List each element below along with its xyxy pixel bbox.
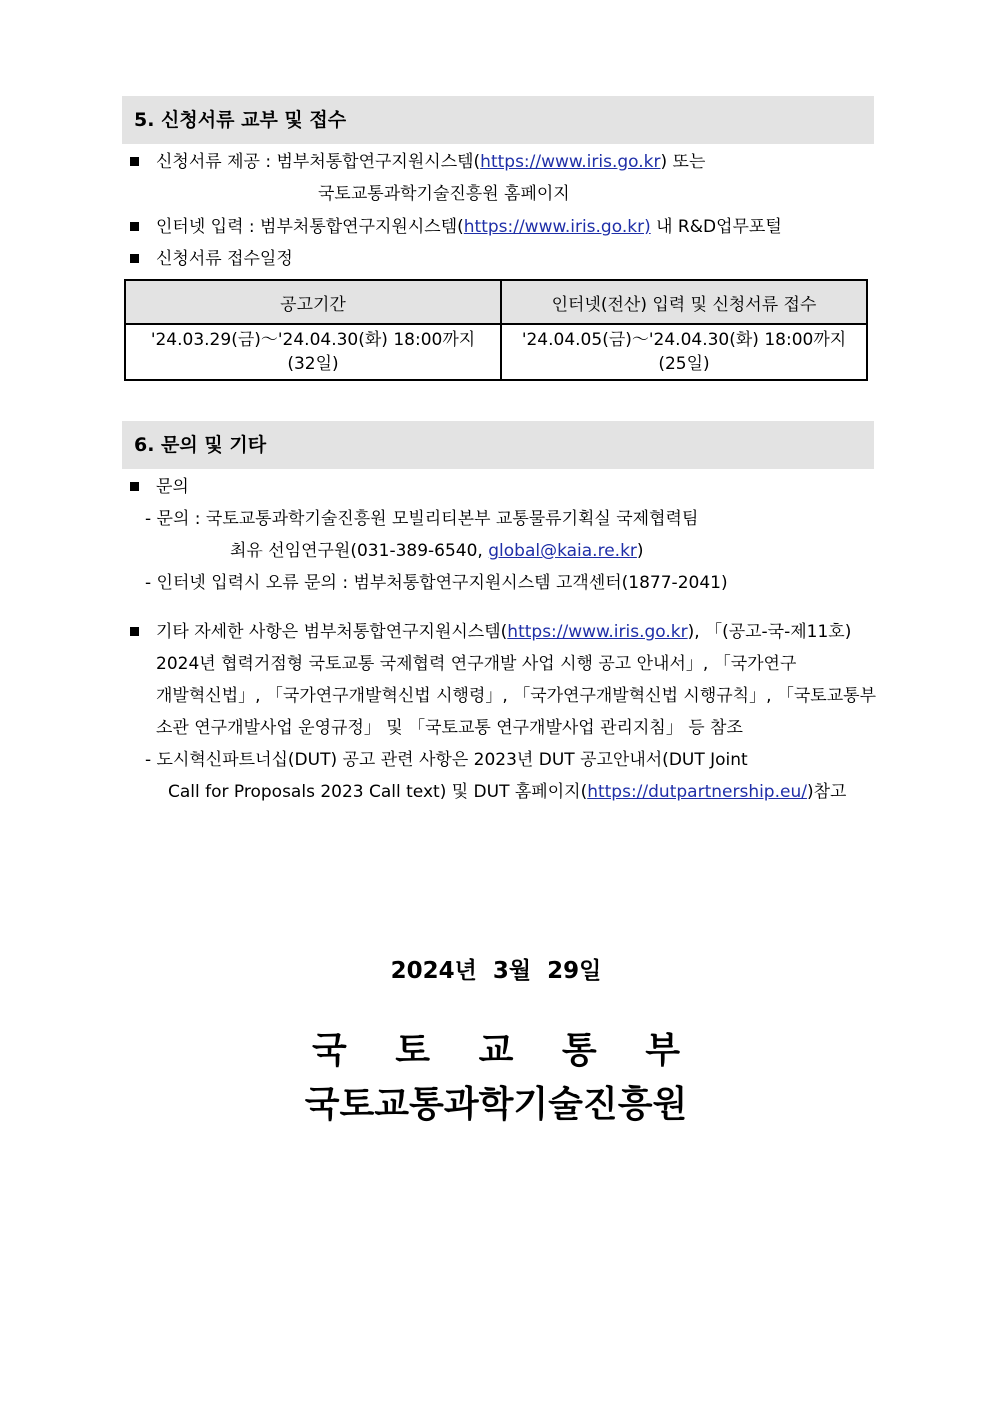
inquiry-contact-line: - 문의 : 국토교통과학기술진흥원 모빌리티본부 교통물류기획실 국제협력팀 [145, 509, 699, 529]
section-5-heading: 5. 신청서류 교부 및 접수 [122, 96, 874, 144]
table-cell-period [125, 324, 501, 380]
table-header-row [125, 280, 867, 324]
doc-provision-text: 신청서류 제공 : 범부처통합연구지원시스템( [156, 152, 481, 172]
announcement-date: 2024년 3월 29일 [390, 958, 602, 984]
bullet-icon [130, 482, 139, 491]
period-dates: '24.03.29(금)～'24.04.30(화) 18:00까지 [150, 330, 476, 350]
other-info-text: 기타 자세한 사항은 범부처통합연구지원시스템( [156, 622, 508, 642]
doc-provision-continuation: 국토교통과학기술진흥원 홈페이지 [318, 184, 570, 204]
internet-input-text: 인터넷 입력 : 범부처통합연구지원시스템( [156, 217, 464, 237]
ministry-char: 국 [312, 1030, 347, 1071]
dut-info-line-2 [168, 780, 846, 804]
inquiry-label: 문의 [156, 477, 189, 497]
submission-days: (25일) [658, 354, 710, 374]
iris-link[interactable]: https://www.iris.go.kr) [463, 217, 651, 237]
other-info-line-1 [156, 620, 851, 644]
table-header-submission: 인터넷(전산) 입력 및 신청서류 접수 [501, 280, 867, 324]
ministry-char: 교 [478, 1030, 514, 1071]
other-info-line-2: 2024년 협력거점형 국토교통 국제협력 연구개발 사업 시행 공고 안내서」, 「국가연구 [156, 654, 797, 674]
other-info-line-4: 소관 연구개발사업 운영규정」 및 「국토교통 연구개발사업 관리지침」 등 참조 [156, 718, 743, 738]
iris-link[interactable]: https://www.iris.go.kr [507, 622, 688, 642]
email-link[interactable]: global@kaia.re.kr [488, 541, 637, 561]
dut-info-suffix: )참고 [806, 782, 847, 802]
bullet-icon [130, 222, 139, 231]
bullet-icon [130, 254, 139, 263]
other-info-line-3: 개발혁신법」, 「국가연구개발혁신법 시행령」, 「국가연구개발혁신법 시행규칙」, 「국토교통부 [156, 686, 876, 706]
bullet-icon [130, 627, 139, 636]
ministry-char: 토 [395, 1030, 431, 1071]
ministry-char: 통 [561, 1030, 597, 1071]
bullet-icon [130, 157, 139, 166]
internet-input-suffix: 내 R&D업무포털 [650, 217, 782, 237]
period-days: (32일) [287, 354, 339, 374]
ministry-name [312, 1022, 680, 1073]
section-6-heading: 6. 문의 및 기타 [122, 421, 874, 469]
agency-name: 국토교통과학기술진흥원 [304, 1084, 688, 1125]
internet-input-line [156, 215, 782, 239]
table-cell-submission [501, 324, 867, 380]
inquiry-person-text: 최유 선임연구원(031-389-6540, [230, 541, 489, 561]
doc-provision-suffix: ) 또는 [660, 152, 706, 172]
table-header-period: 공고기간 [125, 280, 501, 324]
submission-dates: '24.04.05(금)～'24.04.30(화) 18:00까지 [521, 330, 847, 350]
dut-info-text: Call for Proposals 2023 Call text) 및 DUT 홈페이지( [168, 782, 588, 802]
ministry-char: 부 [645, 1030, 680, 1071]
iris-link[interactable]: https://www.iris.go.kr [480, 152, 661, 172]
inquiry-person-suffix: ) [636, 541, 644, 561]
table-row [125, 324, 867, 380]
dut-info-line-1: - 도시혁신파트너십(DUT) 공고 관련 사항은 2023년 DUT 공고안내서(DUT Joint [145, 750, 748, 770]
other-info-suffix: ), 「(공고-국-제11호) [687, 622, 852, 642]
submission-schedule-label: 신청서류 접수일정 [156, 249, 293, 269]
dut-link[interactable]: https://dutpartnership.eu/ [587, 782, 807, 802]
schedule-table [124, 279, 868, 381]
doc-provision-line [156, 150, 705, 174]
error-inquiry-line: - 인터넷 입력시 오류 문의 : 범부처통합연구지원시스템 고객센터(1877-2041) [145, 573, 728, 593]
inquiry-person-line [230, 539, 644, 563]
